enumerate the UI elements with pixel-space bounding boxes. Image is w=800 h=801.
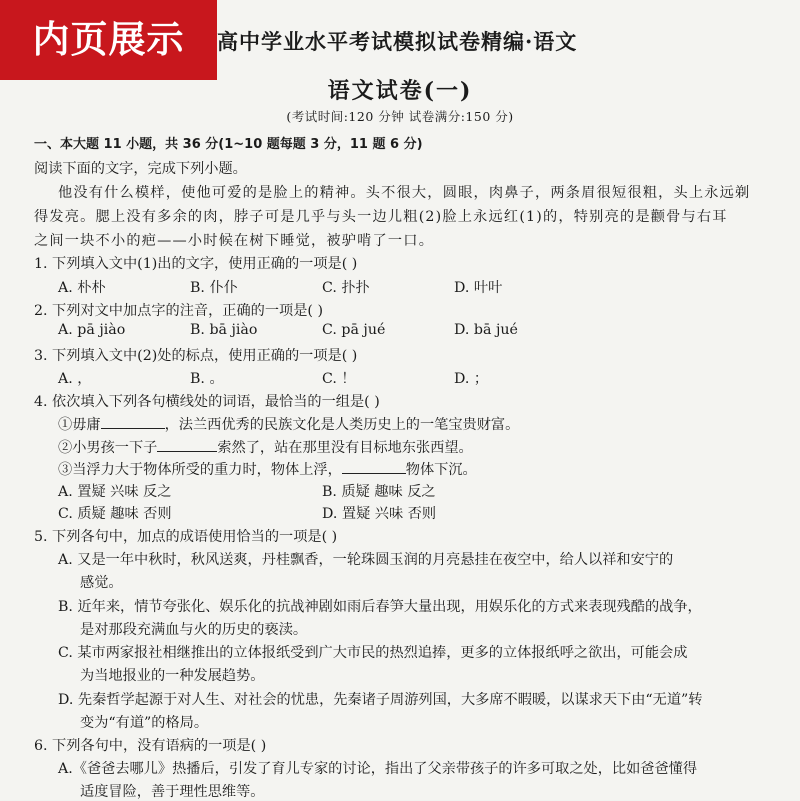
passage-line: 他没有什么模样，使他可爱的是脸上的精神。头不很大，圆眼，肉鼻子，两条眉很短很粗，头上永远剃	[58, 185, 751, 201]
q3-option-b: B. 。	[190, 371, 224, 387]
fill-blank	[101, 414, 165, 429]
fill-blank	[157, 437, 217, 452]
q5-option-b: B. 近年来，情节夸张化、娱乐化的抗战神剧如雨后春笋大量出现，用娱乐化的方式来表现残酷的战争，	[58, 599, 702, 615]
q1-option-a: A. 朴朴	[58, 280, 106, 296]
question-2-stem: 2. 下列对文中加点字的注音，正确的一项是( )	[34, 303, 324, 319]
q6-option-a: A.《爸爸去哪儿》热播后，引发了育儿专家的讨论，指出了父亲带孩子的许多可取之处，比如爸爸懂得	[58, 761, 698, 777]
passage-line: 之间一块不小的疤——小时候在树下睡觉，被驴啃了一口。	[34, 233, 435, 249]
q4-option-d: D. 置疑 兴味 否则	[322, 506, 437, 522]
q3-option-a: A. ，	[58, 371, 92, 387]
q4-s2-end: 索然了，站在那里没有目标地东张西望。	[217, 440, 473, 456]
q1-option-c: C. 扑扑	[322, 280, 370, 296]
q4-s1-start: ①毋庸	[58, 417, 101, 433]
q5-option-d-cont: 变为“有道”的格局。	[80, 715, 209, 731]
q2-option-a: A. pā jiào	[58, 322, 126, 338]
q4-sentence-3	[58, 459, 477, 479]
question-6-stem: 6. 下列各句中，没有语病的一项是( )	[34, 738, 267, 754]
paper-title: 语文试卷(一)	[327, 78, 473, 104]
q3-option-d: D. ；	[454, 371, 489, 387]
question-5-stem: 5. 下列各句中，加点的成语使用恰当的一项是( )	[34, 529, 338, 545]
q4-option-a: A. 置疑 兴味 反之	[58, 484, 172, 500]
q2-option-d: D. bā jué	[454, 322, 518, 338]
q5-option-a-cont: 感觉。	[80, 575, 123, 591]
section-heading: 一、本大题 11 小题，共 36 分(1~10 题每题 3 分，11 题 6 分)	[34, 137, 423, 152]
q4-option-b: B. 质疑 趣味 反之	[322, 484, 436, 500]
q2-option-b: B. bā jiào	[190, 322, 258, 338]
q5-option-a: A. 又是一年中秋时，秋风送爽，丹桂飘香，一轮珠圆玉润的月亮悬挂在夜空中，给人以祥和安宁的	[58, 552, 674, 568]
q4-option-c: C. 质疑 趣味 否则	[58, 506, 172, 522]
q5-option-d: D. 先秦哲学起源于对人生、对社会的忧患，先秦诸子周游列国，大多席不暇暖，以谋求天下由“无道”转	[58, 692, 703, 708]
q4-sentence-2	[58, 437, 473, 457]
promo-badge: 内页展示	[0, 0, 217, 80]
question-3-stem: 3. 下列填入文中(2)处的标点，使用正确的一项是( )	[34, 348, 358, 364]
q3-option-c: C. ！	[322, 371, 356, 387]
exam-meta: (考试时间:120 分钟 试卷满分:150 分)	[286, 109, 514, 124]
q5-option-c-cont: 为当地报业的一种发展趋势。	[80, 668, 265, 684]
q4-s3-end: 物体下沉。	[405, 462, 477, 478]
q4-s1-end: ，法兰西优秀的民族文化是人类历史上的一笔宝贵财富。	[164, 417, 520, 433]
question-4-stem: 4. 依次填入下列各句横线处的词语，最恰当的一组是( )	[34, 394, 380, 410]
q1-option-d: D. 叶叶	[454, 280, 503, 296]
q4-sentence-1	[58, 414, 519, 434]
passage-line: 得发亮。腮上没有多余的肉，脖子可是几乎与头一边儿粗(2)脸上永远红(1)的，特别亮的是颧骨与右耳	[34, 209, 728, 225]
q1-option-b: B. 仆仆	[190, 280, 238, 296]
fill-blank	[342, 459, 406, 474]
q2-option-c: C. pā jué	[322, 322, 386, 338]
question-1-stem: 1. 下列填入文中(1)出的文字，使用正确的一项是( )	[34, 256, 358, 272]
series-title: 高中学业水平考试模拟试卷精编·语文	[217, 29, 578, 54]
q6-option-a-cont: 适度冒险，善于理性思维等。	[80, 784, 265, 800]
q5-option-b-cont: 是对那段充满血与火的历史的亵渎。	[80, 622, 308, 638]
q5-option-c: C. 某市两家报社相继推出的立体报纸受到广大市民的热烈追捧，更多的立体报纸呼之欲出，可能会成	[58, 645, 688, 661]
q4-s3-start: ③当浮力大于物体所受的重力时，物体上浮，	[58, 462, 342, 478]
q4-s2-start: ②小男孩一下子	[58, 440, 158, 456]
instruction: 阅读下面的文字，完成下列小题。	[34, 161, 247, 177]
